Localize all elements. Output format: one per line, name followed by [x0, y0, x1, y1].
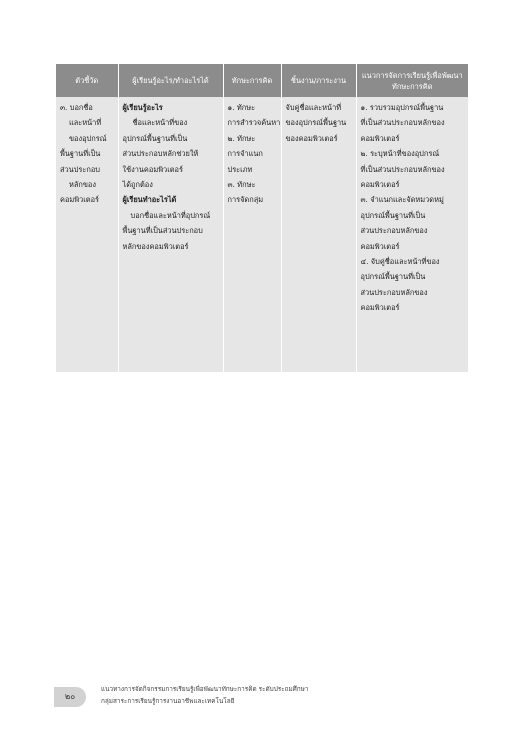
- approach-line: คอมพิวเตอร์: [360, 241, 400, 251]
- indicator-line: ของอุปกรณ์: [69, 133, 107, 143]
- know-line: ส่วนประกอบหลักช่วยให้: [122, 149, 199, 159]
- skill-line: ๒. ทักษะ: [227, 133, 256, 143]
- do-line: หลักของคอมพิวเตอร์: [122, 241, 189, 251]
- know-line: ใช้งานคอมพิวเตอร์: [122, 164, 183, 174]
- header-learning-outcome: ผู้เรียนรู้อะไร/ทำอะไรได้: [118, 64, 223, 97]
- cell-thinking-skill: [223, 97, 281, 372]
- footer-line-2: กลุ่มสาระการเรียนรู้การงานอาชีพและเทคโนโลยี: [101, 697, 235, 705]
- approach-line: อุปกรณ์พื้นฐานที่เป็น: [360, 210, 426, 220]
- approach-line: ที่เป็นส่วนประกอบหลักของ: [360, 164, 445, 174]
- approach-line: อุปกรณ์พื้นฐานที่เป็น: [360, 272, 426, 282]
- header-learning-approach: แนวการจัดการเรียนรู้เพื่อพัฒนาทักษะการคิด: [356, 64, 468, 97]
- skill-line: ประเภท: [227, 164, 253, 174]
- do-heading: ผู้เรียนทำอะไรได้: [122, 195, 177, 205]
- cell-learning-outcome: [118, 97, 223, 372]
- header-indicator: ตัวชี้วัด: [56, 64, 118, 97]
- indicator-line: ส่วนประกอบ: [60, 164, 100, 174]
- table-header-row: [56, 64, 468, 97]
- skill-line: การสำรวจค้นหา: [227, 118, 281, 128]
- approach-line: ๔. จับคู่ชื่อและหน้าที่ของ: [360, 257, 440, 267]
- task-line: จับคู่ชื่อและหน้าที่: [285, 103, 342, 112]
- indicator-line: หลักของ: [69, 180, 96, 190]
- task-line: ของคอมพิวเตอร์: [285, 133, 338, 143]
- indicator-line: ๓. บอกชื่อ: [60, 103, 93, 112]
- approach-line: ๒. ระบุหน้าที่ของอุปกรณ์: [360, 149, 440, 159]
- skill-line: การจำแนก: [227, 149, 263, 159]
- do-line: บอกชื่อและหน้าที่อุปกรณ์: [130, 210, 211, 220]
- know-line: อุปกรณ์พื้นฐานที่เป็น: [122, 133, 188, 143]
- indicator-line: คอมพิวเตอร์: [60, 195, 100, 205]
- skill-line: ๑. ทักษะ: [227, 103, 256, 112]
- approach-line: ๑. รวบรวมอุปกรณ์พื้นฐาน: [360, 103, 444, 112]
- page-footer: [101, 683, 308, 707]
- table-row: [56, 97, 468, 372]
- page-number-badge: ๒๐: [54, 687, 86, 707]
- curriculum-table: [56, 64, 468, 372]
- approach-line: ส่วนประกอบหลักของ: [360, 287, 428, 297]
- indicator-line: และหน้าที่: [69, 118, 102, 128]
- skill-line: การจัดกลุ่ม: [227, 195, 264, 205]
- approach-line: คอมพิวเตอร์: [360, 133, 400, 143]
- approach-line: ที่เป็นส่วนประกอบหลักของ: [360, 118, 445, 128]
- approach-line: คอมพิวเตอร์: [360, 180, 400, 190]
- approach-line: คอมพิวเตอร์: [360, 303, 400, 313]
- cell-learning-approach: [356, 97, 468, 372]
- footer-line-1: แนวทางการจัดกิจกรรมการเรียนรู้เพื่อพัฒนาทักษะการคิด ระดับประถมศึกษา: [101, 685, 309, 693]
- know-line: ชื่อและหน้าที่ของ: [132, 118, 188, 128]
- do-line: พื้นฐานที่เป็นส่วนประกอบ: [122, 226, 203, 236]
- skill-line: ๓. ทักษะ: [227, 180, 256, 190]
- cell-indicator: [56, 97, 118, 372]
- know-heading: ผู้เรียนรู้อะไร: [122, 103, 163, 112]
- cell-task: [281, 97, 356, 372]
- approach-line: ๓. จำแนกและจัดหมวดหมู่: [360, 195, 444, 205]
- task-line: ของอุปกรณ์พื้นฐาน: [285, 118, 347, 128]
- header-thinking-skill: ทักษะการคิด: [223, 64, 281, 97]
- know-line: ได้ถูกต้อง: [122, 180, 153, 190]
- header-task: ชิ้นงาน/ภาระงาน: [281, 64, 356, 97]
- approach-line: ส่วนประกอบหลักของ: [360, 226, 428, 236]
- indicator-line: พื้นฐานที่เป็น: [60, 149, 101, 159]
